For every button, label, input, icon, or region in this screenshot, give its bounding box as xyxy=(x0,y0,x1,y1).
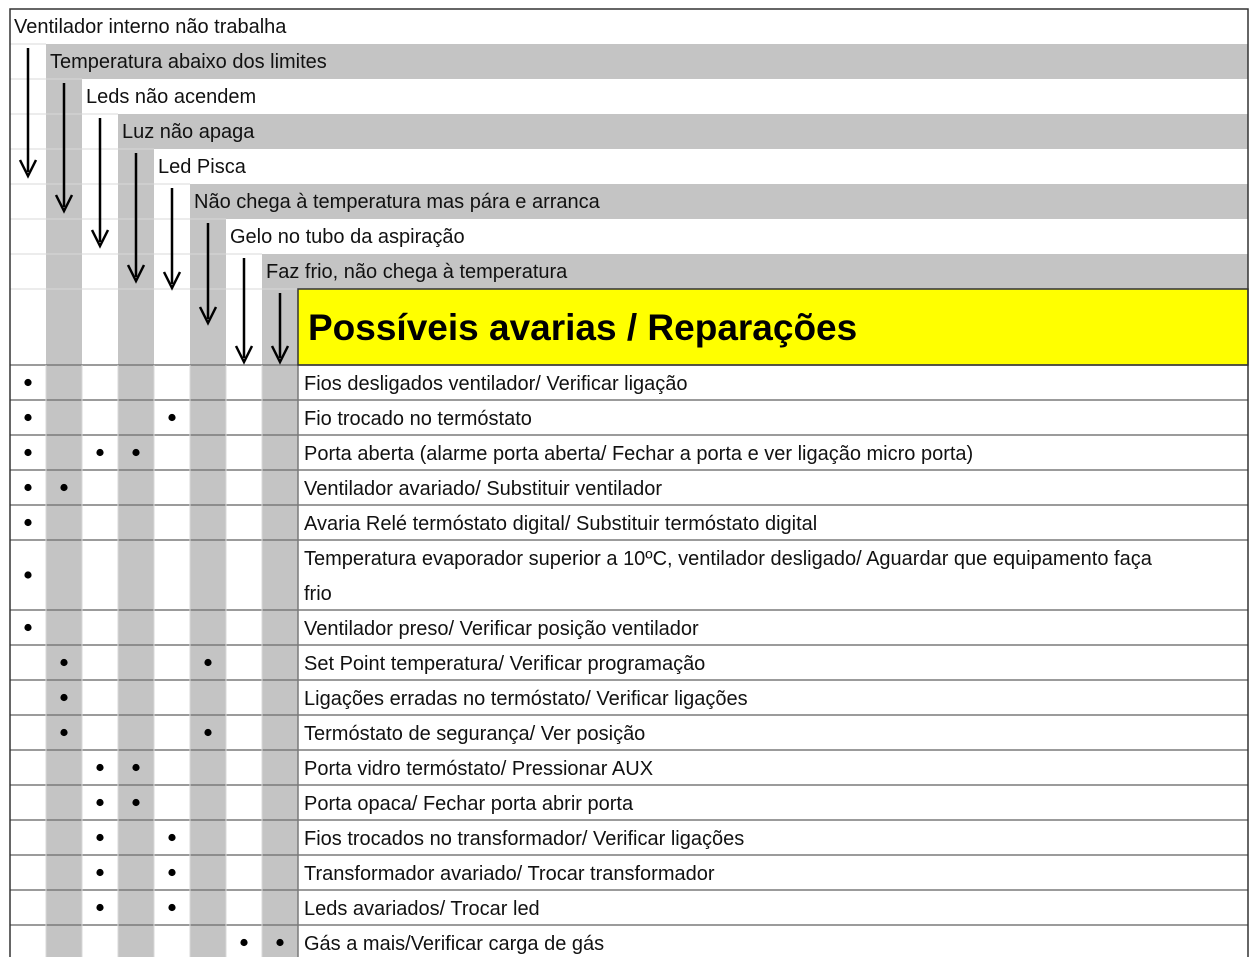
header-band xyxy=(118,114,1248,149)
symptom-mark xyxy=(168,904,175,911)
repair-description: Transformador avariado/ Trocar transformador xyxy=(304,863,715,885)
table-row xyxy=(60,688,747,710)
table-row xyxy=(96,793,634,815)
page-title: Possíveis avarias / Reparações xyxy=(308,307,858,348)
symptom-mark xyxy=(60,659,67,666)
symptom-label: Não chega à temperatura mas pára e arranca xyxy=(194,191,600,213)
symptom-label: Faz frio, não chega à temperatura xyxy=(266,261,568,283)
down-arrow-icon xyxy=(92,118,108,246)
table-row xyxy=(96,863,714,885)
symptom-mark xyxy=(24,624,31,631)
repair-description: Porta opaca/ Fechar porta abrir porta xyxy=(304,793,634,815)
repair-description: Temperatura evaporador superior a 10ºC, ventilador desligado/ Aguardar que equipamento faça xyxy=(304,548,1152,570)
symptom-mark xyxy=(204,729,211,736)
symptom-mark xyxy=(132,449,139,456)
repair-description: Leds avariados/ Trocar led xyxy=(304,898,540,920)
repair-description: Fios trocados no transformador/ Verificar ligações xyxy=(304,828,745,850)
symptom-mark xyxy=(168,414,175,421)
down-arrow-icon xyxy=(164,188,180,288)
repair-description: Porta vidro termóstato/ Pressionar AUX xyxy=(304,758,654,780)
symptom-mark xyxy=(24,484,31,491)
symptom-mark xyxy=(24,414,31,421)
symptom-mark xyxy=(96,869,103,876)
symptom-mark xyxy=(168,869,175,876)
symptom-mark xyxy=(60,484,67,491)
symptom-mark xyxy=(276,939,283,946)
table-row xyxy=(24,443,973,465)
symptom-mark xyxy=(96,449,103,456)
symptom-label: Ventilador interno não trabalha xyxy=(14,16,287,38)
symptom-mark xyxy=(240,939,247,946)
symptom-mark xyxy=(60,694,67,701)
table-row xyxy=(60,653,705,675)
symptom-mark xyxy=(168,834,175,841)
repair-description: Gás a mais/Verificar carga de gás xyxy=(304,933,605,955)
symptom-mark xyxy=(24,449,31,456)
symptom-mark xyxy=(132,764,139,771)
repair-description: Set Point temperatura/ Verificar programação xyxy=(304,653,706,675)
table-row xyxy=(96,898,539,920)
symptom-mark xyxy=(96,834,103,841)
symptom-label: Luz não apaga xyxy=(122,121,255,143)
down-arrow-icon xyxy=(236,258,252,362)
symptom-label: Led Pisca xyxy=(158,156,246,178)
symptom-mark xyxy=(96,799,103,806)
symptom-mark xyxy=(96,764,103,771)
symptom-mark xyxy=(24,379,31,386)
symptom-mark xyxy=(132,799,139,806)
down-arrow-icon xyxy=(20,48,36,176)
repair-description: Avaria Relé termóstato digital/ Substituir termóstato digital xyxy=(304,513,818,535)
repair-description: Ligações erradas no termóstato/ Verificar ligações xyxy=(304,688,748,710)
repair-description: frio xyxy=(304,583,332,605)
repair-description: Fio trocado no termóstato xyxy=(304,408,532,430)
symptom-label: Leds não acendem xyxy=(86,86,257,108)
repair-description: Ventilador avariado/ Substituir ventilador xyxy=(304,478,662,500)
symptom-mark xyxy=(60,729,67,736)
repair-description: Ventilador preso/ Verificar posição ventilador xyxy=(304,618,699,640)
symptom-mark xyxy=(24,571,31,578)
table-row xyxy=(96,758,653,780)
symptom-mark xyxy=(204,659,211,666)
repair-description: Porta aberta (alarme porta aberta/ Fechar a porta e ver ligação micro porta) xyxy=(304,443,974,465)
repair-description: Termóstato de segurança/ Ver posição xyxy=(304,723,646,745)
repair-description: Fios desligados ventilador/ Verificar ligação xyxy=(304,373,688,395)
symptom-mark xyxy=(24,519,31,526)
symptom-label: Gelo no tubo da aspiração xyxy=(230,226,465,248)
symptom-label: Temperatura abaixo dos limites xyxy=(50,51,327,73)
symptom-mark xyxy=(96,904,103,911)
